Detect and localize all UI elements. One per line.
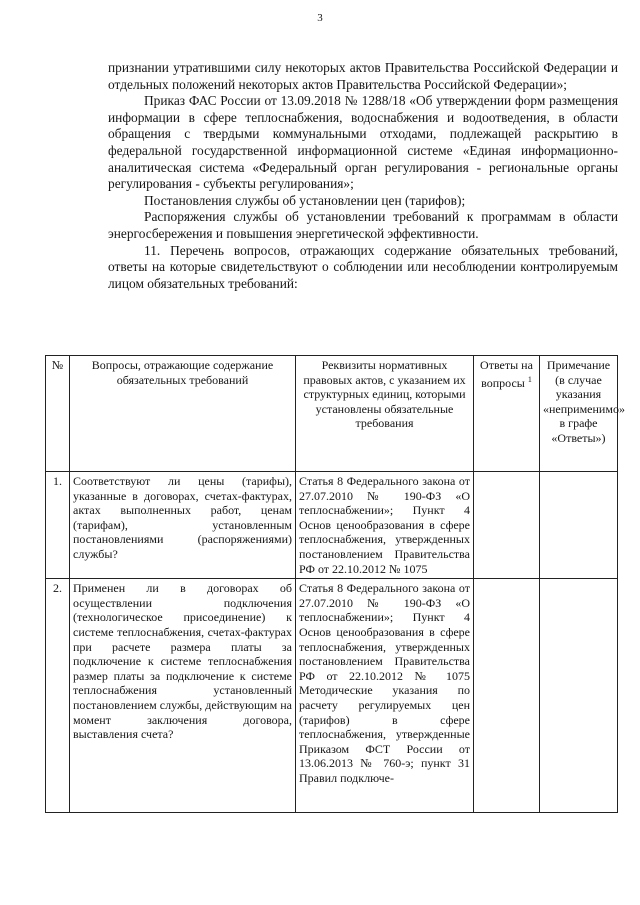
row-number: 1.: [46, 472, 70, 579]
body-text: [108, 60, 618, 292]
header-answers-label: Ответы на вопросы: [480, 358, 533, 390]
row-note: [540, 472, 618, 579]
row-answer: [474, 579, 540, 813]
header-question: Вопросы, отражающие содержание обязательных требований: [70, 356, 296, 472]
table-header-row: [46, 356, 618, 472]
table-row: [46, 579, 618, 813]
row-note: [540, 579, 618, 813]
paragraph-service-resolutions: Постановления службы об установлении цен (тарифов);: [144, 192, 466, 208]
paragraph-section-11: 11. Перечень вопросов, отражающих содержание обязательных требований, ответы на которые свидетельствуют о соблюдении или несоблюдении контролируемым лицом обязательных требований:: [108, 242, 618, 291]
row-number: 2.: [46, 579, 70, 813]
row-requisites: Статья 8 Федерального закона от 27.07.2010 № 190-ФЗ «О теплоснабжении»; Пункт 4 Основ ценообразования в сфере теплоснабжения, утвержденных постановлением Правительства РФ от 22.10.2012 № 1075 Методические указания по расчету регулируемых цен (тарифов) в сфере теплоснабжения, утвержденные Приказом ФСТ России от 13.06.2013 № 760-э; пункт 31 Правил подключе-: [296, 579, 474, 813]
paragraph-service-orders: Распоряжения службы об установлении требований к программам в области энергосбережения и повышения энергетической эффективности.: [108, 209, 618, 241]
header-answers: [474, 356, 540, 472]
footnote-marker: 1: [527, 374, 532, 384]
paragraph-continuation: признании утратившими силу некоторых актов Правительства Российской Федерации и отдельных положений некоторых актов Правительства Российской Федерации»;: [108, 60, 618, 92]
page-number: 3: [317, 12, 323, 24]
requirements-table: [45, 355, 625, 813]
header-note: Примечание (в случае указания «неприменимо» в графе «Ответы»): [540, 356, 618, 472]
header-number: №: [46, 356, 70, 472]
row-answer: [474, 472, 540, 579]
paragraph-fas-order: Приказ ФАС России от 13.09.2018 № 1288/18 «Об утверждении форм размещения информации в сфере теплоснабжения, водоснабжения и водоотведения, в области обращения с твердыми коммунальными отходами, подлежащей раскрытию в федеральной государственной информационной системе «Единая информационно-аналитическая система «Федеральный орган регулирования - региональные органы регулирования - субъекты регулирования»;: [108, 93, 618, 192]
row-question: Соответствуют ли цены (тарифы), указанные в договорах, счетах-фактурах, актах выполненных работ, ценам (тарифам), установленным постановлениями (распоряжениями) службы?: [70, 472, 296, 579]
row-question: Применен ли в договорах об осуществлении подключения (технологическое присоединение) к системе теплоснабжения, счетах-фактурах при расчете размера платы за подключение к системе теплоснабжения размер платы за подключение к системе теплоснабжения установленный постановлением службы, действующим на момент заключения договора, выставления счета?: [70, 579, 296, 813]
row-requisites: Статья 8 Федерального закона от 27.07.2010 № 190-ФЗ «О теплоснабжении»; Пункт 4 Основ ценообразования в сфере теплоснабжения, утвержденных постановлением Правительства РФ от 22.10.2012 № 1075: [296, 472, 474, 579]
table-row: [46, 472, 618, 579]
header-requisites: Реквизиты нормативных правовых актов, с указанием их структурных единиц, которыми установлены обязательные требования: [296, 356, 474, 472]
